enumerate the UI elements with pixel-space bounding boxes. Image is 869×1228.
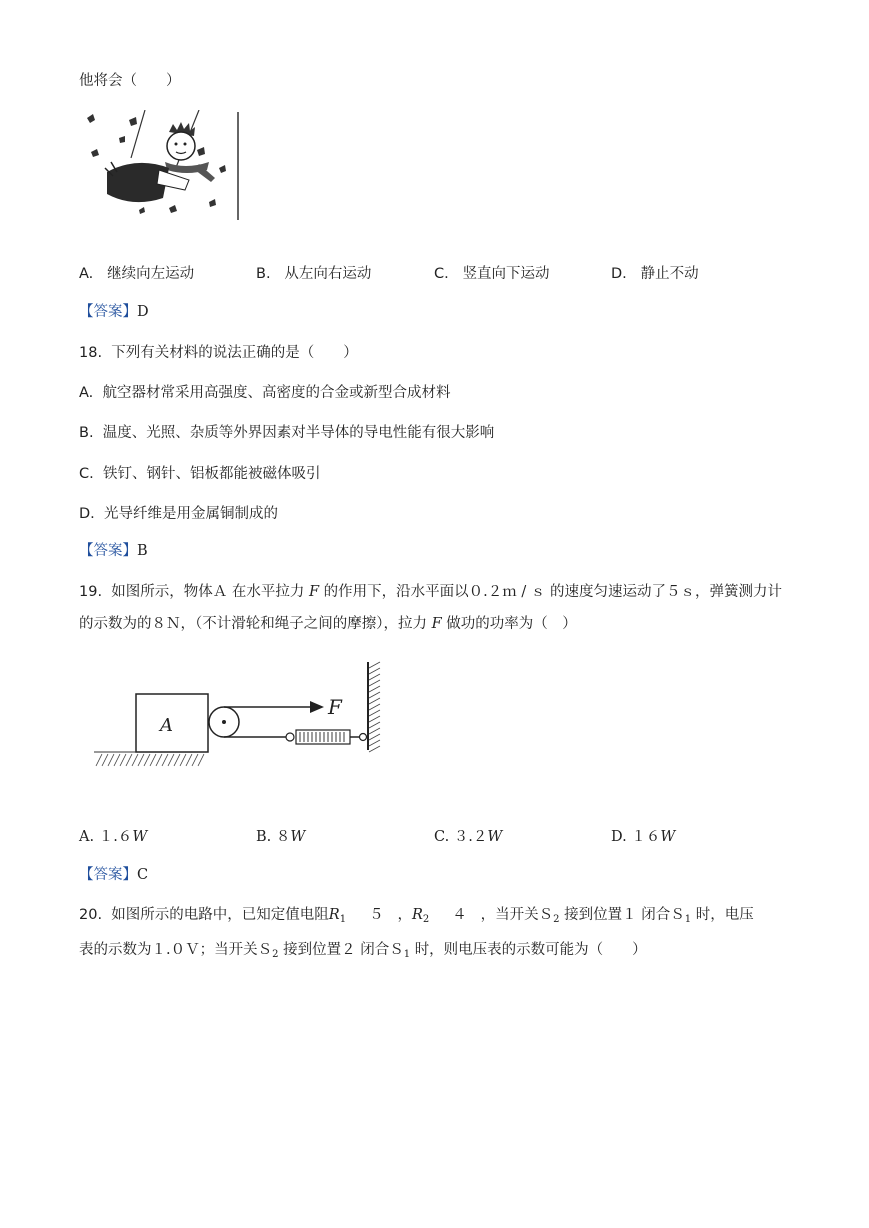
- q18-option-b: B. 温度、光照、杂质等外界因素对半导体的导电性能有很大影响: [79, 425, 495, 441]
- q19-option-d: D. １６W: [611, 829, 676, 845]
- answer-label: 【答案】: [79, 867, 137, 883]
- q19-option-b: B. ８W: [256, 829, 306, 845]
- q19-option-a: A. １.６W: [79, 829, 148, 845]
- q17-answer: 【答案】D: [79, 304, 149, 320]
- q20-stem-line1: 20. 如图所示的电路中，已知定值电阻$R_1$ ５ ，$R_2$ ４ ，当开关Ｓ$_2$ 接到位置１ 闭合Ｓ$_1$ 时，电压: [79, 907, 754, 925]
- q17-option-c: C. 竖直向下运动: [434, 266, 550, 282]
- q19-option-c: C. ３.２W: [434, 829, 503, 845]
- answer-label: 【答案】: [79, 304, 137, 320]
- force-symbol: F: [431, 616, 442, 632]
- force-arrow: [310, 701, 324, 713]
- q17-option-b: B. 从左向右运动: [256, 266, 372, 282]
- q18-option-a: A. 航空器材常采用高强度、高密度的合金或新型合成材料: [79, 385, 451, 401]
- q18-option-d: D. 光导纤维是用金属铜制成的: [79, 506, 278, 522]
- q18-stem: 18. 下列有关材料的说法正确的是（ ）: [79, 345, 358, 361]
- q19-stem-line2: 的示数为的８Ｎ，（不计滑轮和绳子之间的摩擦），拉力 F 做功的功率为（ ）: [79, 616, 577, 632]
- q17-option-d: D. 静止不动: [611, 266, 699, 282]
- block-a-label: A: [160, 715, 173, 736]
- swing-illustration: [79, 110, 241, 222]
- answer-label: 【答案】: [79, 543, 137, 559]
- q18-option-c: C. 铁钉、钢针、铝板都能被磁体吸引: [79, 466, 321, 482]
- q18-answer: 【答案】B: [79, 543, 148, 559]
- q19-stem-line1: 19. 如图所示，物体Ａ 在水平拉力 F 的作用下，沿水平面以０.２ｍ / ｓ 的速度匀速运动了５ｓ，弹簧测力计: [79, 584, 782, 600]
- q20-stem-line2: 表的示数为１.０Ｖ；当开关Ｓ$_2$ 接到位置２ 闭合Ｓ$_1$ 时，则电压表的示数可能为（ ）: [79, 942, 647, 960]
- q17-stem-tail: 他将会（ ）: [79, 73, 181, 89]
- q17-option-a: A. 继续向左运动: [79, 266, 195, 282]
- q19-answer: 【答案】C: [79, 867, 149, 883]
- force-label: F: [328, 695, 342, 719]
- pulley-figure: [92, 658, 384, 770]
